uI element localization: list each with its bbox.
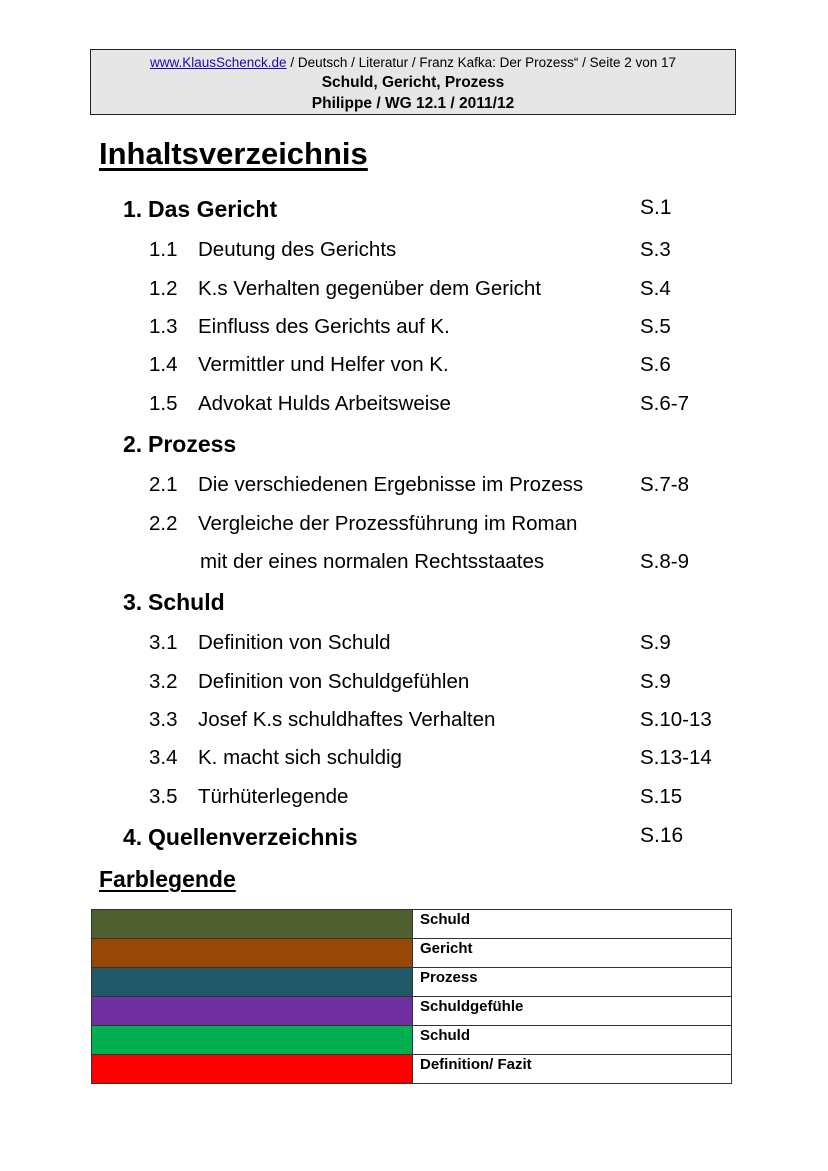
toc-page: S.10-13 bbox=[640, 708, 712, 731]
toc-page: S.13-14 bbox=[640, 746, 712, 769]
toc-section-3-4 bbox=[0, 746, 828, 776]
toc-title: Die verschiedenen Ergebnisse im Prozess bbox=[198, 473, 584, 496]
toc-title: Quellenverzeichnis bbox=[148, 824, 358, 850]
legend-label: Schuld bbox=[413, 1026, 732, 1055]
color-swatch bbox=[92, 968, 413, 997]
header-source-line bbox=[91, 54, 735, 72]
toc-number: 3.2 bbox=[149, 670, 178, 693]
toc-title: Definition von Schuldgefühlen bbox=[198, 670, 470, 693]
color-swatch bbox=[92, 910, 413, 939]
toc-section-2 bbox=[0, 431, 828, 461]
toc-title: Definition von Schuld bbox=[198, 631, 391, 654]
toc-number: 3.1 bbox=[149, 631, 178, 654]
toc-number: 1.3 bbox=[149, 315, 178, 338]
toc-page: S.5 bbox=[640, 315, 671, 338]
toc-number: 1.4 bbox=[149, 353, 178, 376]
toc-section-3-1 bbox=[0, 631, 828, 661]
legend-label: Definition/ Fazit bbox=[413, 1055, 732, 1084]
toc-section-3 bbox=[0, 589, 828, 619]
toc-page: S.7-8 bbox=[640, 473, 689, 496]
toc-title: K. macht sich schuldig bbox=[198, 746, 402, 769]
legend-row bbox=[92, 1026, 732, 1055]
toc-section-4 bbox=[0, 824, 828, 854]
legend-label: Prozess bbox=[413, 968, 732, 997]
color-swatch bbox=[92, 1055, 413, 1084]
toc-title: Advokat Hulds Arbeitsweise bbox=[198, 392, 451, 415]
toc-section-1-2 bbox=[0, 277, 828, 307]
source-link[interactable]: www.KlausSchenck.de bbox=[150, 55, 287, 70]
header-source-path: / Deutsch / Literatur / Franz Kafka: Der Prozess“ / Seite 2 von 17 bbox=[286, 55, 676, 70]
toc-number: 1.1 bbox=[149, 238, 178, 261]
toc-section-1-3 bbox=[0, 315, 828, 345]
toc-section-2-2 bbox=[0, 512, 828, 542]
toc-page: S.15 bbox=[640, 785, 683, 808]
toc-number: 3.3 bbox=[149, 708, 178, 731]
toc-page: S.6-7 bbox=[640, 392, 689, 415]
toc-number: 3.5 bbox=[149, 785, 178, 808]
toc-section-1-1 bbox=[0, 238, 828, 268]
legend-row bbox=[92, 997, 732, 1026]
toc-number: 1.2 bbox=[149, 277, 178, 300]
header-topic: Schuld, Gericht, Prozess bbox=[321, 74, 505, 91]
toc-number: 1. bbox=[123, 196, 143, 222]
toc-section-1-5 bbox=[0, 392, 828, 422]
legend-row bbox=[92, 910, 732, 939]
toc-title: Türhüterlegende bbox=[198, 785, 349, 808]
toc-title: K.s Verhalten gegenüber dem Gericht bbox=[198, 277, 542, 300]
toc-page: S.1 bbox=[640, 196, 672, 219]
toc-heading: Inhaltsverzeichnis bbox=[99, 136, 368, 171]
toc-section-1-4 bbox=[0, 353, 828, 383]
header-author: Philippe / WG 12.1 / 2011/12 bbox=[311, 95, 515, 112]
toc-title-continued: mit der eines normalen Rechtsstaates bbox=[200, 550, 545, 573]
legend-row bbox=[92, 1055, 732, 1084]
legend-label: Gericht bbox=[413, 939, 732, 968]
color-swatch bbox=[92, 939, 413, 968]
toc-title: Schuld bbox=[148, 589, 225, 615]
toc-number: 2. bbox=[123, 431, 143, 457]
toc-title: Deutung des Gerichts bbox=[198, 238, 397, 261]
legend-row bbox=[92, 968, 732, 997]
toc-title: Josef K.s schuldhaftes Verhalten bbox=[198, 708, 496, 731]
toc-section-2-2-continued bbox=[0, 550, 828, 580]
toc-page: S.6 bbox=[640, 353, 671, 376]
toc-number: 2.2 bbox=[149, 512, 178, 535]
toc-page: S.8-9 bbox=[640, 550, 689, 573]
color-legend-table bbox=[91, 909, 732, 1084]
toc-title: Vermittler und Helfer von K. bbox=[198, 353, 449, 376]
toc-title: Vergleiche der Prozessführung im Roman bbox=[198, 512, 578, 535]
color-swatch bbox=[92, 1026, 413, 1055]
toc-number: 1.5 bbox=[149, 392, 178, 415]
toc-number: 2.1 bbox=[149, 473, 178, 496]
toc-page: S.9 bbox=[640, 631, 671, 654]
document-header bbox=[90, 49, 736, 115]
toc-section-3-5 bbox=[0, 785, 828, 815]
toc-page: S.3 bbox=[640, 238, 671, 261]
toc-section-2-1 bbox=[0, 473, 828, 503]
toc-section-3-2 bbox=[0, 670, 828, 700]
toc-title: Prozess bbox=[148, 431, 237, 457]
legend-label: Schuld bbox=[413, 910, 732, 939]
toc-number: 3.4 bbox=[149, 746, 178, 769]
legend-heading: Farblegende bbox=[99, 866, 236, 892]
toc-section-3-3 bbox=[0, 708, 828, 738]
toc-section-1 bbox=[0, 196, 828, 226]
toc-page: S.16 bbox=[640, 824, 684, 847]
toc-number: 3. bbox=[123, 589, 143, 615]
toc-title: Das Gericht bbox=[148, 196, 278, 222]
toc-page: S.4 bbox=[640, 277, 671, 300]
toc-page: S.9 bbox=[640, 670, 671, 693]
color-swatch bbox=[92, 997, 413, 1026]
legend-row bbox=[92, 939, 732, 968]
toc-number: 4. bbox=[123, 824, 143, 850]
toc-title: Einfluss des Gerichts auf K. bbox=[198, 315, 450, 338]
legend-label: Schuldgefühle bbox=[413, 997, 732, 1026]
